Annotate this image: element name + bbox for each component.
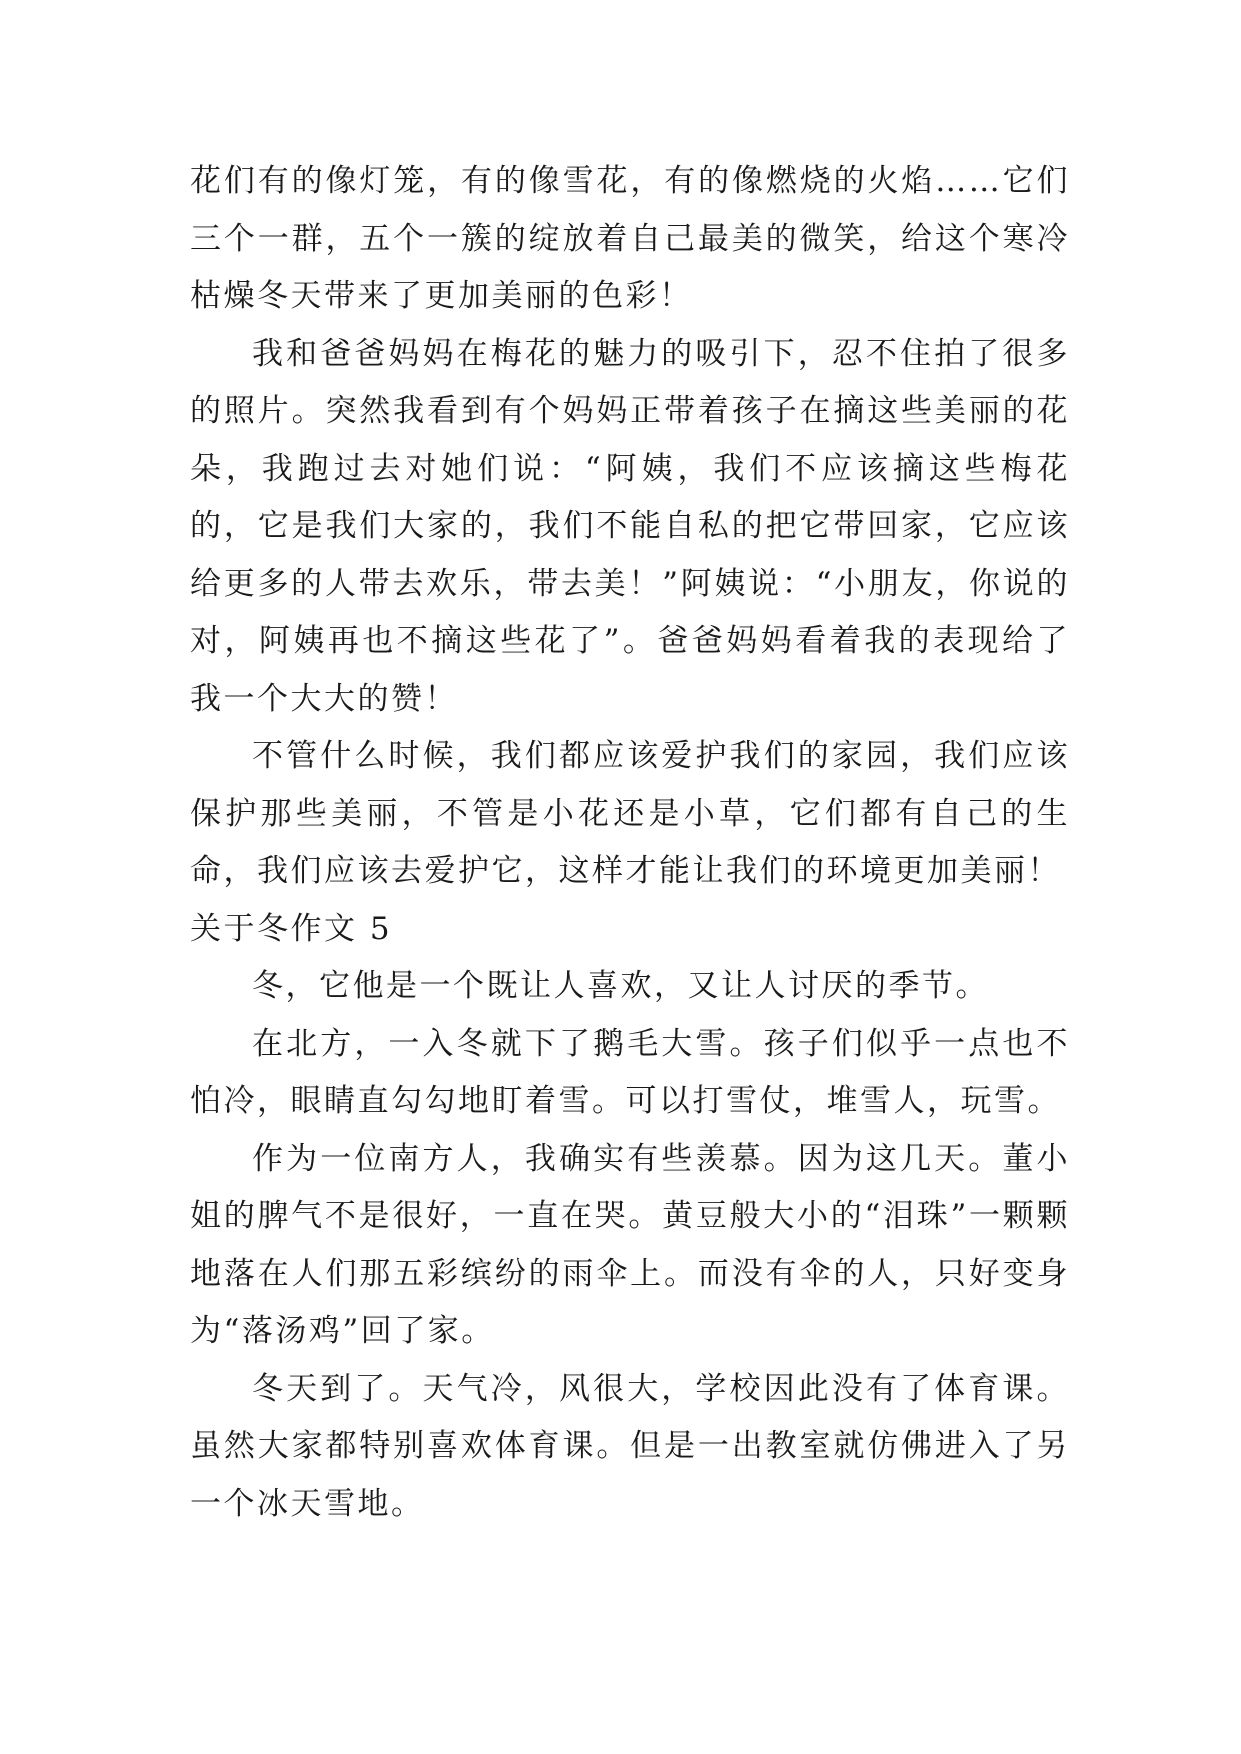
paragraph-winter-intro: 冬，它他是一个既让人喜欢，又让人讨厌的季节。: [252, 968, 989, 1004]
paragraph-north-snow: 在北方，一入冬就下了鹅毛大雪。孩子们似乎一点也不怕冷，眼睛直勾勾地盯着雪。可以打雪仗，堆雪人，玩雪。: [190, 1025, 1070, 1119]
document-body: [190, 153, 1070, 1533]
section-title: 关于冬作文 5: [190, 910, 393, 947]
paragraph-protect: 不管什么时候，我们都应该爱护我们的家园，我们应该保护那些美丽，不管是小花还是小草，它们都有自己的生命，我们应该去爱护它，这样才能让我们的环境更加美丽！: [190, 738, 1070, 889]
paragraph-flowers: 花们有的像灯笼，有的像雪花，有的像燃烧的火焰……它们三个一群，五个一簇的绽放着自己最美的微笑，给这个寒冷枯燥冬天带来了更加美丽的色彩！: [190, 163, 1070, 314]
paragraph-winter-school: 冬天到了。天气冷，风很大，学校因此没有了体育课。虽然大家都特别喜欢体育课。但是一出教室就仿佛进入了另一个冰天雪地。: [190, 1370, 1070, 1522]
paragraph-photos: 我和爸爸妈妈在梅花的魅力的吸引下，忍不住拍了很多的照片。突然我看到有个妈妈正带着孩子在摘这些美丽的花朵，我跑过去对她们说：“阿姨，我们不应该摘这些梅花的，它是我们大家的，我们不能自私的把它带回家，它应该给更多的人带去欢乐，带去美！”阿姨说：“小朋友，你说的对，阿姨再也不摘这些花了”。爸爸妈妈看着我的表现给了我一个大大的赞！: [190, 335, 1070, 717]
paragraph-south-rain: 作为一位南方人，我确实有些羡慕。因为这几天。董小姐的脾气不是很好，一直在哭。黄豆般大小的“泪珠”一颗颗地落在人们那五彩缤纷的雨伞上。而没有伞的人，只好变身为“落汤鸡”回了家。: [190, 1140, 1070, 1349]
